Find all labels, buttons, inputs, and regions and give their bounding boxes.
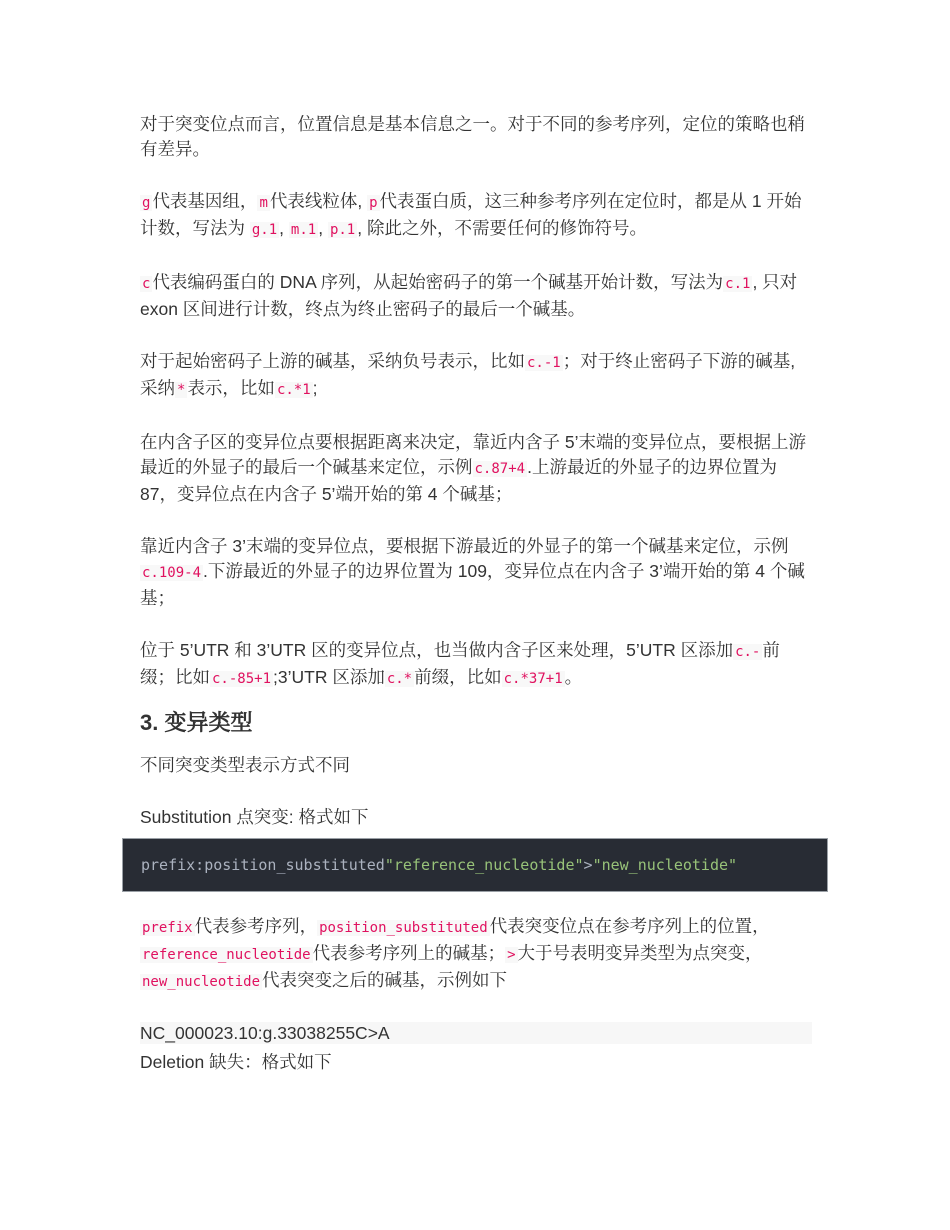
inline-code: c.*37+1 [503, 671, 563, 687]
text-span: 在内含子区的变异位点要根据距离来决定，靠近内含子 5’末端的变异位点，要根据上游最近的外显子的最后一个碱基来定位，示例 [140, 432, 806, 477]
inline-code: c.109-4 [142, 565, 202, 581]
document-body [140, 112, 812, 1075]
inline-code: c.87+4 [474, 461, 526, 477]
inline-code: > [507, 947, 516, 963]
text-span: 。 [564, 667, 583, 687]
text-span: 表示，比如 [187, 378, 275, 398]
text-span: 代表线粒体, [269, 191, 368, 211]
inline-code: p.1 [329, 222, 356, 238]
text-span: 位于 5’UTR 和 3’UTR 区的变异位点，也当做内含子区来处理，5’UTR 区添加 [140, 640, 734, 660]
text-span: 靠近内含子 3’末端的变异位点，要根据下游最近的外显子的第一个碱基来定位，示例 [140, 536, 789, 556]
inline-code: c.* [386, 671, 413, 687]
inline-code: c.-85+1 [212, 671, 272, 687]
paragraph-intron-5 [140, 430, 812, 507]
inline-code: m.1 [290, 222, 317, 238]
inline-code: g.1 [251, 222, 278, 238]
inline-code: prefix [142, 920, 193, 936]
text-span: 代表参考序列上的碱基； [312, 943, 506, 963]
text-span: ; [312, 378, 318, 398]
paragraph-intron-3 [140, 534, 812, 611]
text-span: 大于号表明变异类型为点突变， [517, 943, 763, 963]
paragraph-substitution: Substitution 点突变: 格式如下 [140, 807, 369, 827]
text-span: 代表编码蛋白的 DNA 序列，从起始密码子的第一个碱基开始计数，写法为 [152, 272, 724, 292]
text-span: ；对于终止密码子下游的碱基, 采纳 [140, 351, 796, 398]
code-block [122, 838, 828, 892]
paragraph-g-m-p [140, 189, 812, 243]
text-span: , 除此之外，不需要任何的修饰符号。 [357, 218, 647, 238]
text-span: ;3’UTR 区添加 [273, 667, 385, 687]
text-span: , [279, 218, 289, 238]
inline-code: c.*1 [276, 382, 311, 398]
text-span: 代表突变之后的碱基，示例如下 [262, 970, 508, 990]
paragraph-deletion: Deletion 缺失：格式如下 [140, 1052, 332, 1072]
paragraph-utr [140, 638, 812, 692]
paragraph-substitution-explain [140, 914, 812, 995]
inline-code: position_substituted [319, 920, 488, 936]
text-span: .上游最近的外显子的边界位置为 87，变异位点在内含子 5’端开始的第 4 个碱基； [140, 457, 777, 504]
text-span: 前缀；比如 [140, 640, 780, 687]
example-code: NC_000023.10:g.33038255C>A [140, 1022, 812, 1044]
paragraph-types-intro: 不同突变类型表示方式不同 [140, 755, 350, 775]
text-span: 对于起始密码子上游的碱基，采纳负号表示，比如 [140, 351, 525, 371]
inline-code: c.- [735, 644, 761, 660]
inline-code: p [369, 195, 378, 211]
inline-code: reference_nucleotide [142, 947, 311, 963]
text-span: 代表突变位点在参考序列上的位置， [489, 916, 770, 936]
paragraph-upstream-downstream [140, 349, 812, 403]
text-span: 代表参考序列， [194, 916, 318, 936]
inline-code: c.1 [725, 276, 751, 292]
text-span: .下游最近的外显子的边界位置为 109，变异位点在内含子 3’端开始的第 4 个碱基； [140, 561, 805, 608]
code-string: "new_nucleotide" [592, 856, 738, 874]
text-span: 代表基因组， [152, 191, 258, 211]
paragraph-position-intro: 对于突变位点而言，位置信息是基本信息之一。对于不同的参考序列，定位的策略也稍有差异。 [140, 114, 805, 159]
text-span: 代表蛋白质，这三种参考序列在定位时，都是从 1 开始计数，写法为 [140, 191, 802, 238]
text-span: , 只对 exon 区间进行计数，终点为终止密码子的最后一个碱基。 [140, 272, 798, 319]
inline-code: * [177, 382, 186, 398]
section-heading: 3. 变异类型 [140, 710, 253, 735]
text-span: 前缀，比如 [414, 667, 502, 687]
paragraph-c-coding [140, 270, 812, 322]
code-string: "reference_nucleotide" [384, 856, 584, 874]
text-span: , [318, 218, 328, 238]
code-operator: > [583, 856, 593, 874]
inline-code: m [259, 195, 268, 211]
inline-code: c [142, 276, 151, 292]
inline-code: c.-1 [527, 355, 561, 371]
inline-code: new_nucleotide [142, 974, 261, 990]
code-plain: prefix:position_substituted [141, 856, 385, 874]
inline-code: g [142, 195, 151, 211]
